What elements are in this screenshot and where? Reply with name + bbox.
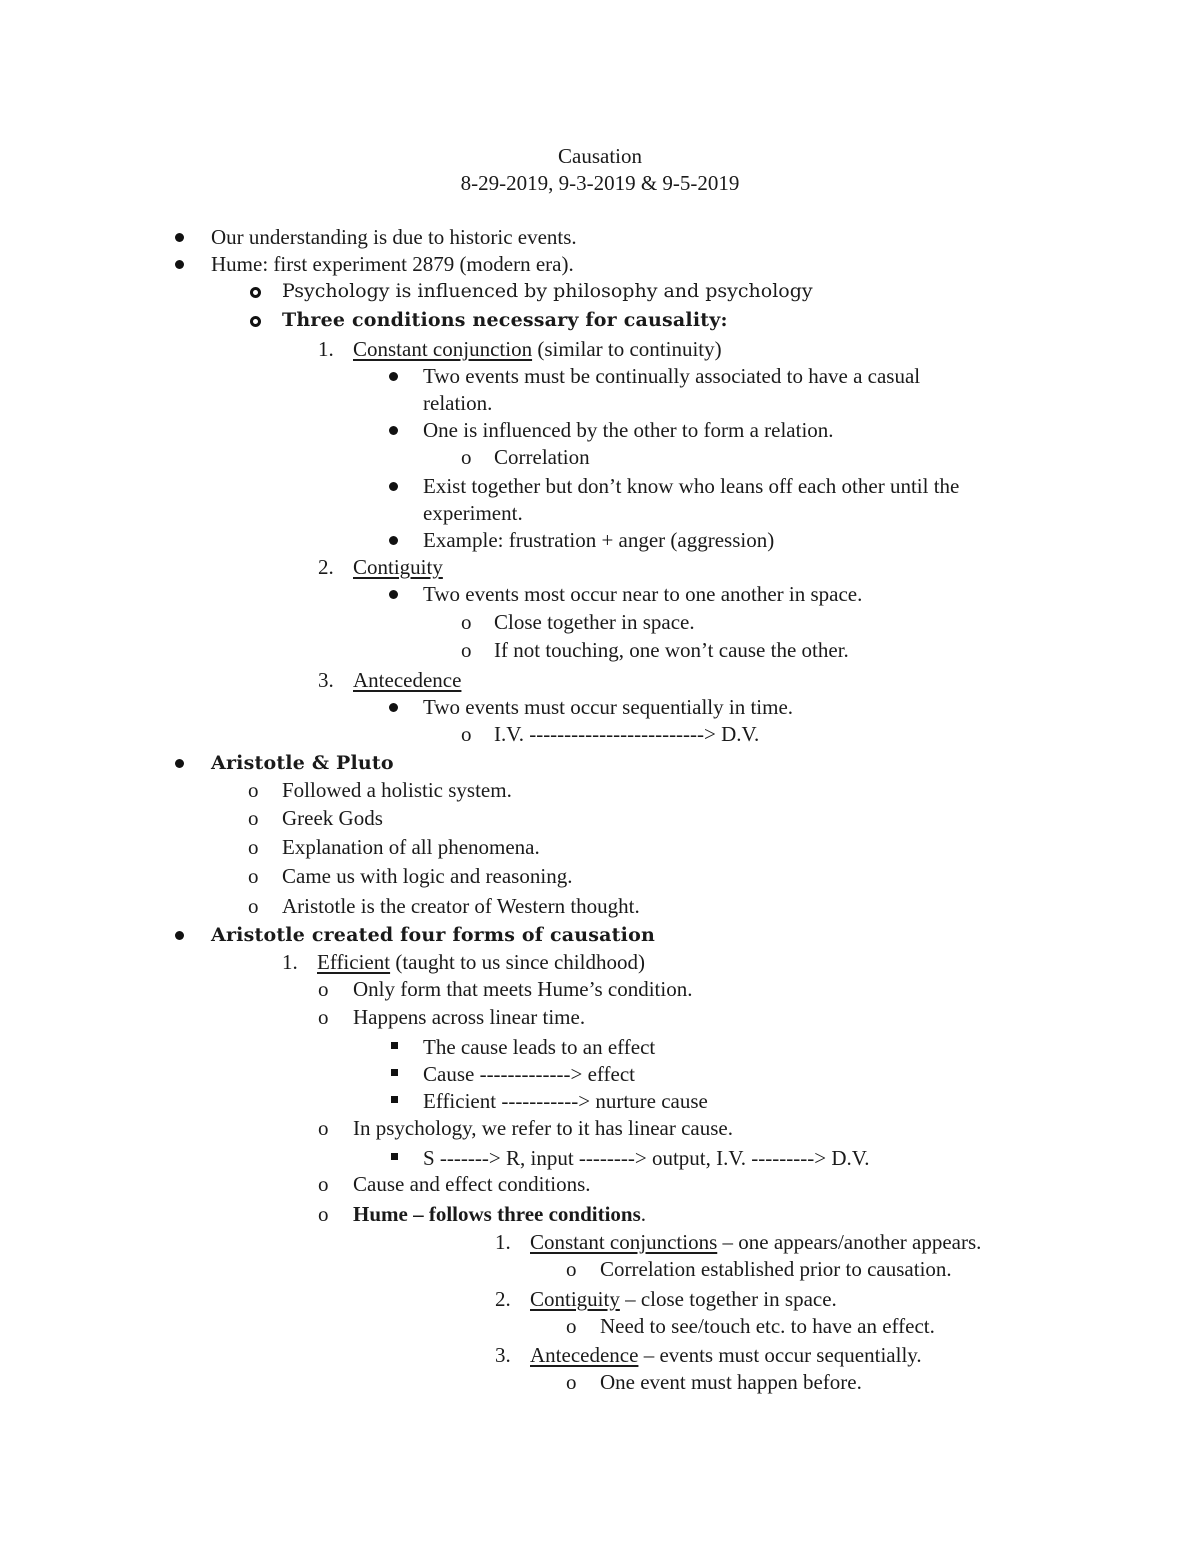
underlined-term: Contiguity <box>530 1287 620 1311</box>
list-item-text: – close together in space. <box>619 1287 837 1311</box>
list-item: In psychology, we refer to it has linear cause. <box>353 1116 733 1140</box>
bullet-icon <box>175 260 184 269</box>
bullet-icon <box>389 482 398 491</box>
list-item-text: – one appears/another appears. <box>717 1230 982 1254</box>
bullet-icon <box>175 931 184 940</box>
list-item: Followed a holistic system. <box>282 778 512 802</box>
document-dates: 8-29-2019, 9-3-2019 & 9-5-2019 <box>460 171 740 195</box>
list-item: Aristotle is the creator of Western thought. <box>282 894 640 918</box>
list-item <box>317 949 645 976</box>
list-item-text: – events must occur sequentially. <box>638 1343 922 1367</box>
circle-bullet-icon: o <box>566 1314 577 1338</box>
circle-bullet-icon: o <box>461 445 472 469</box>
circle-bullet-icon: o <box>248 864 259 888</box>
list-number: 1. <box>495 1230 511 1254</box>
underlined-term: Antecedence <box>530 1343 639 1367</box>
underlined-term: Efficient <box>317 950 391 974</box>
list-item: Need to see/touch etc. to have an effect. <box>600 1314 935 1338</box>
list-item: Only form that meets Hume’s condition. <box>353 977 693 1001</box>
list-item: Psychology is influenced by philosophy and psychology <box>282 280 813 302</box>
circle-bullet-icon: o <box>248 806 259 830</box>
list-item: One event must happen before. <box>600 1370 862 1394</box>
circle-bullet-icon: o <box>318 1116 329 1140</box>
list-item: If not touching, one won’t cause the other. <box>494 638 849 662</box>
list-item: Correlation <box>494 445 590 469</box>
list-item: Two events most occur near to one another in space. <box>423 582 863 606</box>
list-number: 2. <box>318 555 334 579</box>
list-item: Two events must occur sequentially in time. <box>423 695 794 719</box>
circle-bullet-icon: o <box>461 610 472 634</box>
list-item: Close together in space. <box>494 610 695 634</box>
list-item: One is influenced by the other to form a relation. <box>423 418 834 442</box>
circle-bullet-icon: o <box>318 977 329 1001</box>
bullet-icon <box>175 233 184 242</box>
list-item <box>530 1229 981 1256</box>
list-number: 1. <box>282 950 298 974</box>
document-title: Causation <box>558 144 642 168</box>
list-item: Two events must be continually associated to have a casual <box>423 364 921 388</box>
bullet-icon <box>389 372 398 381</box>
list-number: 3. <box>495 1343 511 1367</box>
underlined-term: Constant conjunction <box>353 337 533 361</box>
ring-bullet-icon <box>250 316 261 327</box>
list-item-heading: Aristotle & Pluto <box>211 752 394 774</box>
underlined-term: Contiguity <box>353 555 443 579</box>
list-item <box>530 1342 922 1369</box>
circle-bullet-icon: o <box>318 1005 329 1029</box>
square-bullet-icon <box>391 1069 398 1076</box>
circle-bullet-icon: o <box>461 638 472 662</box>
list-item: Exist together but don’t know who leans off each other until the <box>423 474 960 498</box>
list-item-continuation: experiment. <box>423 501 523 525</box>
list-item: Three conditions necessary for causality: <box>282 309 728 331</box>
list-item: S -------> R, input --------> output, I.V. ---------> D.V. <box>423 1146 870 1170</box>
list-item: The cause leads to an effect <box>423 1035 656 1059</box>
square-bullet-icon <box>391 1153 398 1160</box>
list-item-heading: Aristotle created four forms of causation <box>211 924 655 946</box>
list-number: 3. <box>318 668 334 692</box>
list-item: Came us with logic and reasoning. <box>282 864 573 888</box>
list-item: Correlation established prior to causation. <box>600 1257 952 1281</box>
circle-bullet-icon: o <box>566 1370 577 1394</box>
list-number: 1. <box>318 337 334 361</box>
bullet-icon <box>389 703 398 712</box>
ring-bullet-icon <box>250 287 261 298</box>
list-item-text: . <box>640 1202 647 1226</box>
list-item-heading: Hume – follows three conditions <box>353 1202 641 1226</box>
list-item <box>353 336 722 363</box>
list-item: Cause and effect conditions. <box>353 1172 591 1196</box>
circle-bullet-icon: o <box>248 778 259 802</box>
circle-bullet-icon: o <box>318 1172 329 1196</box>
list-item: I.V. -------------------------> D.V. <box>494 722 760 746</box>
list-item: Explanation of all phenomena. <box>282 835 540 859</box>
circle-bullet-icon: o <box>461 722 472 746</box>
list-number: 2. <box>495 1287 511 1311</box>
bullet-icon <box>389 536 398 545</box>
square-bullet-icon <box>391 1096 398 1103</box>
circle-bullet-icon: o <box>248 894 259 918</box>
list-item-continuation: relation. <box>423 391 493 415</box>
list-item: Our understanding is due to historic events. <box>211 225 577 249</box>
list-item-text: (similar to continuity) <box>532 337 722 361</box>
circle-bullet-icon: o <box>566 1257 577 1281</box>
underlined-term: Antecedence <box>353 668 462 692</box>
list-item: Efficient -----------> nurture cause <box>423 1089 708 1113</box>
square-bullet-icon <box>391 1042 398 1049</box>
list-item-text: (taught to us since childhood) <box>390 950 645 974</box>
list-item: Happens across linear time. <box>353 1005 586 1029</box>
circle-bullet-icon: o <box>318 1202 329 1226</box>
list-item: Greek Gods <box>282 806 383 830</box>
list-item: Hume: first experiment 2879 (modern era). <box>211 252 574 276</box>
bullet-icon <box>389 590 398 599</box>
circle-bullet-icon: o <box>248 835 259 859</box>
underlined-term: Constant conjunctions <box>530 1230 718 1254</box>
bullet-icon <box>389 426 398 435</box>
bullet-icon <box>175 759 184 768</box>
list-item: Example: frustration + anger (aggression) <box>423 528 775 552</box>
list-item <box>530 1286 837 1313</box>
list-item: Cause -------------> effect <box>423 1062 635 1086</box>
list-item <box>353 1201 646 1228</box>
